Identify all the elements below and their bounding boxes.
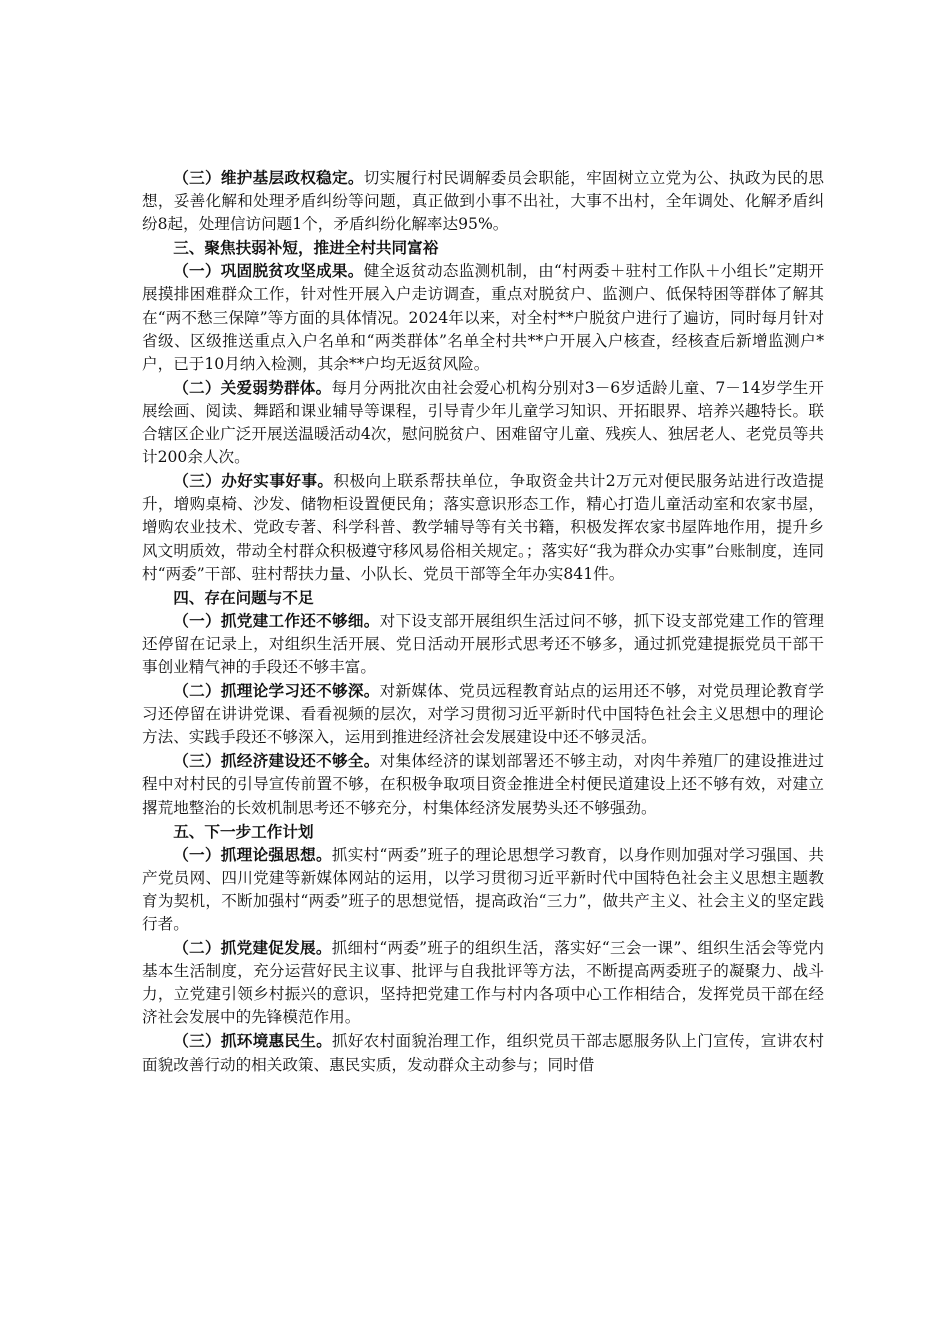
paragraph-lead: （一）巩固脱贫攻坚成果。 — [173, 261, 364, 281]
paragraph-lead: （二）抓党建促发展。 — [173, 938, 332, 958]
paragraph-text: 切实履行村民调解委员会职能，牢固树立立党为公、执政为民的思想，妥善化解和处理矛盾纠纷等问题，真正做到小事不出社，大事不出村，全年调处、化解矛盾纠纷8起，处理信访问题1个，矛盾纠纷化解率达95%。 — [142, 169, 824, 234]
paragraph-environment-plan — [142, 1029, 824, 1076]
paragraph-text: 抓好农村面貌治理工作，组织党员干部志愿服务队上门宣传，宣讲农村面貌改善行动的相关政策、惠民实质，发动群众主动参与；同时借 — [142, 1032, 824, 1074]
paragraph-text: 每月分两批次由社会爱心机构分别对3－6岁适龄儿童、7－14岁学生开展绘画、阅读、舞蹈和课业辅导等课程，引导青少年儿童学习知识、开拓眼界、培养兴趣特长。联合辖区企业广泛开展送温暖活动4次，慰问脱贫户、困难留守儿童、残疾人、独居老人、老党员等共计200余人次。 — [142, 378, 824, 467]
section-heading-3: 三、聚焦扶弱补短，推进全村共同富裕 — [173, 238, 439, 258]
section-heading-4: 四、存在问题与不足 — [173, 587, 314, 607]
section-heading-5: 五、下一步工作计划 — [173, 821, 314, 841]
paragraph-lead: （一）抓理论强思想。 — [173, 844, 332, 864]
paragraph-lead: （三）抓经济建设还不够全。 — [173, 751, 380, 771]
paragraph-economy-issue — [142, 749, 824, 819]
paragraph-party-building-issue — [142, 609, 824, 679]
paragraph-poverty-results — [142, 259, 824, 375]
paragraph-lead: （一）抓党建工作还不够细。 — [173, 610, 380, 630]
paragraph-text: 对集体经济的谋划部署还不够主动，对肉牛养殖厂的建设推进过程中对村民的引导宣传前置不够，在积极争取项目资金推进全村便民道建设上还不够有效，对建立撂荒地整治的长效机制思考还不够充分，村集体经济发展势头还不够强劲。 — [142, 752, 824, 817]
paragraph-text: 积极向上联系帮扶单位，争取资金共计2万元对便民服务站进行改造提升，增购桌椅、沙发、储物柜设置便民角；落实意识形态工作，精心打造儿童活动室和农家书屋，增购农业技术、党政专著、科学科普、教学辅导等有关书籍，积极发挥农家书屋阵地作用，提升乡风文明质效，带动全村群众积极遵守移风易俗相关规定。；落实好“我为群众办实事”台账制度，连同村“两委”干部、驻村帮扶力量、小队长、党员干部等全年办实841件。 — [142, 472, 824, 583]
paragraph-text: 对新媒体、党员远程教育站点的运用还不够，对党员理论教育学习还停留在讲讲党课、看看视频的层次，对学习贯彻习近平新时代中国特色社会主义思想中的理论方法、实践手段还不够深入，运用到推进经济社会发展建设中还不够灵活。 — [142, 682, 824, 747]
paragraph-lead: （三）维护基层政权稳定。 — [173, 168, 364, 187]
document-body — [142, 166, 824, 1077]
paragraph-maintain-grassroots — [142, 166, 824, 236]
paragraph-text: 抓实村“两委”班子的理论思想学习教育，以身作则加强对学习强国、共产党员网、四川党建等新媒体网站的运用，以学习贯彻习近平新时代中国特色社会主义思想主题教育为契机，不断加强村“两委”班子的思想觉悟，提高政治“三力”，做共产主义、社会主义的坚定践行者。 — [142, 845, 824, 933]
paragraph-lead: （三）抓环境惠民生。 — [173, 1031, 332, 1051]
paragraph-party-plan — [142, 936, 824, 1029]
paragraph-lead: （二）关爱弱势群体。 — [173, 377, 332, 397]
paragraph-text: 健全返贫动态监测机制，由“村两委＋驻村工作队＋小组长”定期开展摸排困难群众工作，针对性开展入户走访调查，重点对脱贫户、监测户、低保特困等群体了解其在“两不愁三保障”等方面的具体情况。2024年以来，对全村**户脱贫户进行了遍访，同时每月针对省级、区级推送重点入户名单和“两类群体”名单全村共**户开展入户核查，经核查后新增监测户*户，已于10月纳入检测，其余**户均无返贫风险。 — [142, 262, 824, 373]
paragraph-theory-study-issue — [142, 679, 824, 749]
paragraph-vulnerable-groups — [142, 376, 824, 469]
paragraph-lead: （三）办好实事好事。 — [173, 471, 334, 491]
paragraph-text: 对下设支部开展组织生活过问不够，抓下设支部党建工作的管理还停留在记录上，对组织生活开展、党日活动开展形式思考还不够多，通过抓党建提振党员干部干事创业精气神的手段还不够丰富。 — [142, 611, 824, 676]
paragraph-theory-plan — [142, 843, 824, 936]
paragraph-lead: （二）抓理论学习还不够深。 — [173, 681, 380, 701]
paragraph-practical-matters — [142, 469, 824, 585]
paragraph-text: 抓细村“两委”班子的组织生活，落实好“三会一课”、组织生活会等党内基本生活制度，充分运营好民主议事、批评与自我批评等方法，不断提高两委班子的凝聚力、战斗力，立党建引领乡村振兴的意识，坚持把党建工作与村内各项中心工作相结合，发挥党员干部在经济社会发展中的先锋模范作用。 — [142, 939, 824, 1027]
